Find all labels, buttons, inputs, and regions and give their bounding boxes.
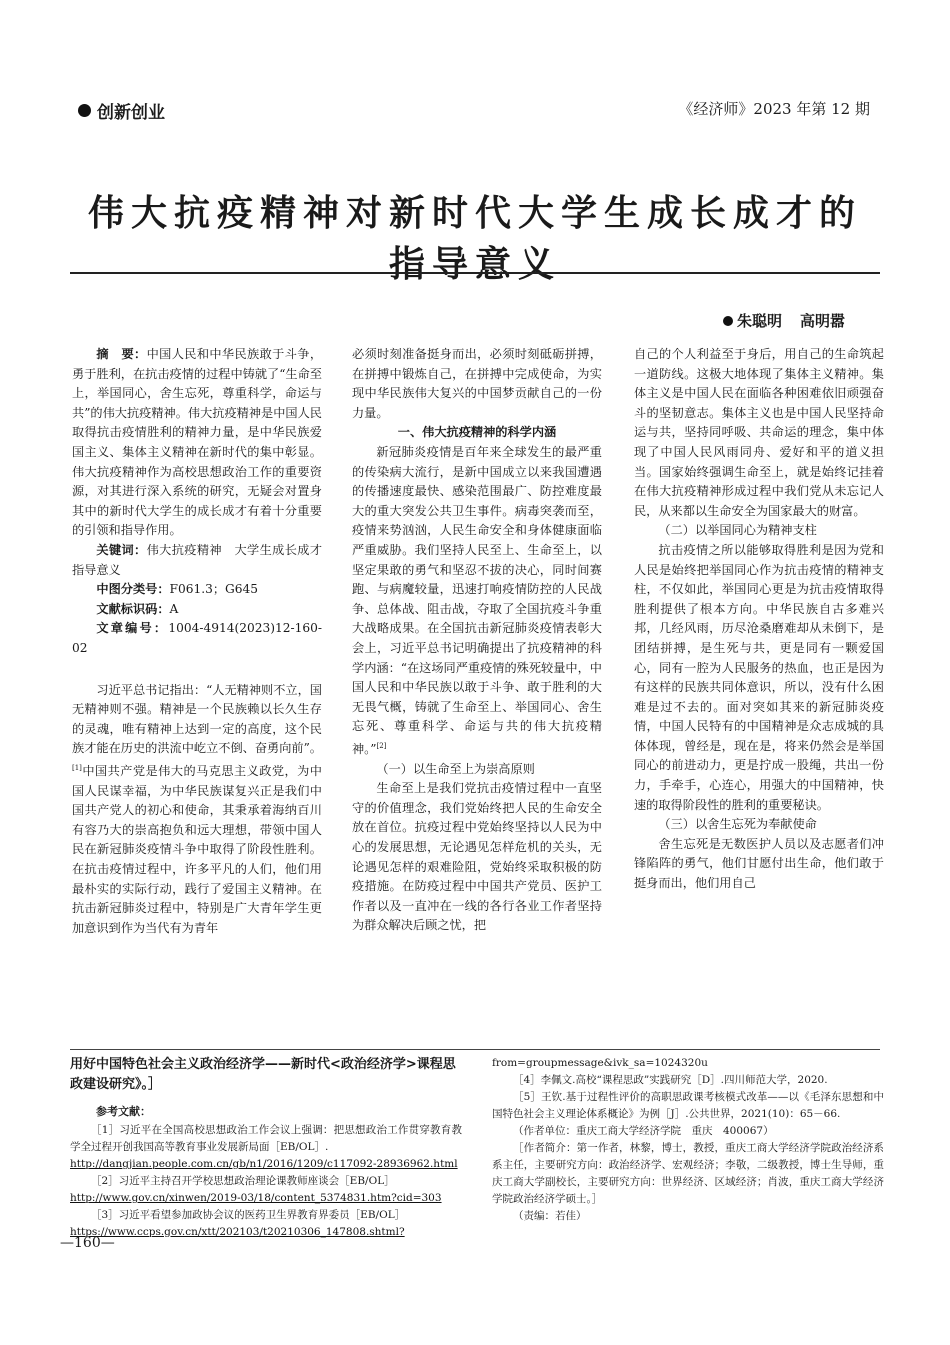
- col2-paragraph-a: 必须时刻准备挺身而出，必须时刻砥砺拼搏，在拼搏中锻炼自己，在拼搏中完成使命，为实现中华民族伟大复兴的中国梦贡献自己的一份力量。: [352, 347, 602, 420]
- doc-code: [72, 600, 322, 620]
- doc-label: 文献标识码：: [96, 601, 170, 616]
- article-title: 伟大抗疫精神对新时代大学生成长成才的指导意义: [87, 192, 862, 285]
- reference-4: ［4］李佩文.高校“课程思政”实践研究［D］.四川师范大学，2020.: [513, 1074, 828, 1086]
- author-1: 朱聪明: [736, 312, 782, 330]
- col3-paragraph-a: 自己的个人利益至于身后，用自己的生命筑起一道防线。这极大地体现了集体主义精神。集体主义是中国人民在面临各种困难依旧顽强奋斗的坚韧意志。集体主义也是中国人民坚持命运与共，坚持同呼吸、共命运的理念，集中体现了中国人民风雨同舟、爱好和平的道义担当。国家始终强调生命至上，就是始终记挂着在伟大抗疫精神形成过程中我们党从未忘记人民，从来都以生命安全为国家最大的财富。: [634, 347, 884, 518]
- column-3: [634, 345, 884, 894]
- reference-link[interactable]: https://www.ccps.gov.cn/xtt/202103/t20210306_147808.shtml?: [70, 1226, 405, 1238]
- intro-text: 习近平总书记指出：“人无精神则不立，国无精神则不强。精神是一个民族赖以长久生存的灵魂，唯有精神上达到一定的高度，这个民族才能在历史的洪流中屹立不倒、奋勇向前”。: [72, 682, 322, 756]
- intro-paragraph: [72, 681, 322, 939]
- abstract-label: 摘 要：: [96, 347, 147, 361]
- references-heading: 参考文献：: [96, 1105, 151, 1118]
- reference-3: [70, 1207, 462, 1241]
- section-label: [78, 98, 165, 123]
- reference-text: ［2］习近平主持召开学校思想政治理论课教师座谈会［EB/OL］: [91, 1175, 395, 1187]
- reference-1: [70, 1122, 462, 1173]
- title-divider: [70, 272, 880, 274]
- abstract-text: 中国人民和中华民族敢于斗争，勇于胜利，在抗击疫情的过程中铸就了“生命至上，举国同心，舍生忘死，尊重科学，命运与共”的伟大抗疫精神。伟大抗疫精神是中国人民取得抗击疫情胜利的精神力量，是中华民族爱国主义、集体主义精神在新时代的集中彰显。伟大抗疫精神作为高校思想政治工作的重要资源，对其进行深入系统的研究，无疑会对置身其中的新时代大学生的成长成才有着十分重要的引领和指导作用。: [72, 347, 323, 538]
- keywords: [72, 541, 335, 580]
- col2-paragraph-c: 生命至上是我们党抗击疫情过程中一直坚守的价值理念，我们党始终把人民的生命安全放在首位。抗疫过程中党始终坚持以人民为中心的发展思想，无论遇见怎样危机的关头，无论遇见怎样的艰难险阻，党始终采取积极的防疫措施。在防疫过程中中国共产党员、医护工作者以及一直冲在一线的各行各业工作者坚持为群众解决后顾之忧，把: [352, 781, 602, 933]
- section-heading-1: 一、伟大抗疫精神的科学内涵: [397, 425, 557, 440]
- bullet-icon: [78, 104, 91, 117]
- editor-note: （责编：若佳）: [513, 1210, 587, 1222]
- reference-text: ［1］习近平在全国高校思想政治工作会议上强调：把思想政治工作贯穿教育教学全过程开创我国高等教育事业发展新局面［EB/OL］.: [70, 1124, 462, 1153]
- page-number: —160—: [60, 1235, 115, 1251]
- column-1: [72, 345, 335, 938]
- col2-b-text: 新冠肺炎疫情是百年来全球发生的最严重的传染病大流行，是新中国成立以来我国遭遇的传播速度最快、感染范围最广、防控难度最大的重大突发公共卫生事件。病毒突袭而至，疫情来势汹汹，人民生命安全和身体健康面临严重威胁。我们坚持人民至上、生命至上，以坚定果敢的勇气和坚忍不拔的决心，同时间赛跑、与病魔较量，迅速打响疫情防控的人民战争、总体战、阻击战，夺取了全国抗疫斗争重大战略成果。在全国抗击新冠肺炎疫情表彰大会上，习近平总书记明确提出了抗疫精神的科学内涵：“在这场同严重疫情的殊死较量中，中国人民和中华民族以敢于斗争、敢于胜利的大无畏气概，铸就了生命至上、举国同心、舍生忘死、尊重科学、命运与共的伟大抗疫精神。”: [352, 444, 602, 756]
- clc-value: F061.3；G645: [169, 582, 259, 597]
- footer-divider: [70, 1049, 880, 1050]
- subheading-2: （二）以举国同心为精神支柱: [658, 523, 817, 538]
- column-2: [352, 345, 602, 936]
- keywords-text: 伟大抗疫精神 大学生成长成才 指导意义: [72, 542, 335, 577]
- reference-link[interactable]: http://www.gov.cn/xinwen/2019-03/18/content_5374831.htm?cid=303: [70, 1192, 442, 1204]
- url-continuation: from=groupmessage&ivk_sa=1024320u: [492, 1057, 708, 1069]
- reference-5: ［5］王钦.基于过程性评价的高职思政课考核模式改革——以《毛泽东思想和中国特色社会主义理论体系概论》为例［J］.公共世界，2021(10)：65－66.: [492, 1091, 884, 1120]
- doc-value: A: [169, 601, 179, 616]
- author-affiliation: （作者单位：重庆工商大学经济学院 重庆 400067）: [513, 1125, 774, 1137]
- reference-2: [70, 1173, 462, 1207]
- journal-issue: 《经济师》2023 年第 12 期: [678, 100, 870, 118]
- author-2: 高明嚣: [799, 312, 845, 330]
- section-text: 创新创业: [97, 103, 165, 123]
- article-label: 文章编号：: [96, 621, 169, 636]
- article-no: [72, 619, 322, 658]
- subheading-1: （一）以生命至上为崇高原则: [376, 761, 535, 776]
- col3-paragraph-c: 舍生忘死是无数医护人员以及志愿者们冲锋陷阵的勇气，他们甘愿付出生命，他们敢于挺身而出，他们用自己: [634, 836, 884, 891]
- footer-right: [492, 1055, 884, 1225]
- article-value: 1004-4914(2023)12-160-02: [72, 621, 322, 655]
- clc: [72, 580, 322, 600]
- abstract: [72, 345, 322, 541]
- authors: [723, 310, 845, 331]
- keywords-label: 关键词：: [96, 542, 147, 557]
- col2-paragraph-b: [352, 443, 602, 760]
- col3-paragraph-b: 抗击疫情之所以能够取得胜利是因为党和人民是始终把举国同心作为抗击疫情的精神支柱，不仅如此，举国同心更是为抗击疫情取得胜利提供了根本方向。中华民族自古多难兴邦，几经风雨，历尽沧桑磨难却从未倒下，是团结拼搏，是生死与共，更是同有一颗爱国心，同有一腔为人民服务的热血，也正是因为有这样的民族共同体意识，所以，没有什么困难是过不去的。面对突如其来的新冠肺炎疫情，中国人民特有的中国精神是众志成城的具体体现，曾经是，现在是，将来仍然会是举国同心的前进动力，更是拧成一股绳，共出一份力，手牵手，心连心，用强大的中国精神，快速的取得阶段性的胜利的重要秘诀。: [634, 542, 884, 812]
- intro-text-2: 中国共产党是伟大的马克思主义政党，为中国人民谋幸福，为中华民族谋复兴正是我们中国共产党人的初心和使命，其秉承着海纳百川有容乃大的崇高抱负和远大理想，带领中国人民在新冠肺炎疫情斗争中取得了阶段性胜利。在抗击疫情过程中，许多平凡的人们，他们用最朴实的实际行动，践行了爱国主义精神。在抗击新冠肺炎过程中，特别是广大青年学生更加意识到作为当代有为青年: [72, 763, 322, 935]
- reference-link[interactable]: http://dangjian.people.com.cn/gb/n1/2016/1209/c117092-28936962.html: [70, 1158, 458, 1170]
- subheading-3: （三）以舍生忘死为奉献使命: [658, 817, 817, 832]
- ref-mark: [2]: [376, 741, 387, 750]
- author-bio: ［作者简介：第一作者，林黎，博士，教授，重庆工商大学经济学院政治经济系系主任，主要研究方向：政治经济学、宏观经济；李敬，二级教授，博士生导师，重庆工商大学副校长，主要研究方向：世界经济、区域经济；肖波，重庆工商大学经济学院政治经济学硕士。］: [492, 1142, 884, 1205]
- reference-text: ［3］习近平看望参加政协会议的医药卫生界教育界委员［EB/OL］: [91, 1209, 406, 1221]
- continued-title: 用好中国特色社会主义政治经济学——新时代<政治经济学>课程思政建设研究》。］: [70, 1057, 456, 1092]
- ref-mark: [1]: [72, 763, 82, 772]
- clc-label: 中图分类号：: [96, 582, 170, 597]
- footer-left: [70, 1055, 462, 1241]
- bullet-icon: [723, 316, 733, 326]
